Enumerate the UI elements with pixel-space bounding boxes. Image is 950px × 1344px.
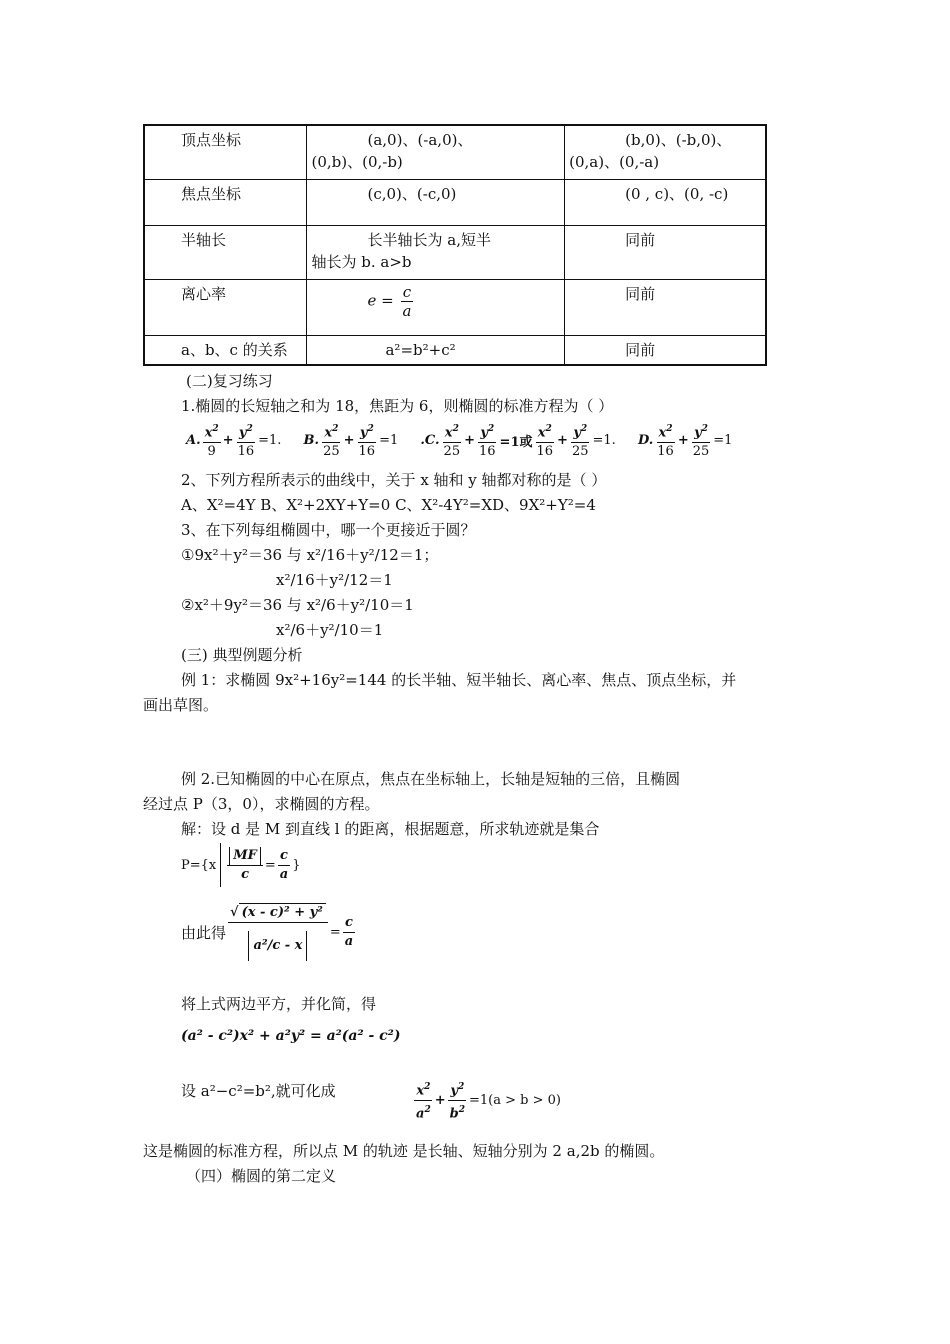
denominator: 16 [237, 444, 255, 460]
cell-text: (0 , c)、(0, -c) [625, 184, 729, 203]
derive-label: 由此得 [181, 923, 227, 942]
cell [565, 335, 766, 365]
var: y [359, 425, 368, 441]
example-2-line-1: 例 2.已知椭圆的中心在原点，焦点在坐标轴上，长轴是短轴的三倍，且椭圆 [181, 770, 681, 788]
cell-text: 同前 [625, 340, 656, 359]
denominator: 25 [692, 444, 710, 460]
numerator: $x^2$ [203, 420, 221, 443]
rhs: =1或 [499, 435, 533, 451]
option-tag: B. [303, 433, 320, 449]
section-heading: （四）椭圆的第二定义 [186, 1167, 337, 1185]
denominator: 9 [207, 444, 216, 460]
denominator: 16 [358, 444, 376, 460]
fraction [236, 420, 257, 461]
denominator: a [402, 301, 412, 320]
row-label: 半轴长 [144, 225, 307, 279]
mf-abs: MF [229, 847, 261, 865]
cell-text: 长半轴长为 a,短半 [367, 230, 491, 249]
numerator: $y^2$ [237, 420, 255, 443]
denominator: 16 [536, 444, 554, 460]
fraction [477, 420, 498, 461]
denominator: a [344, 933, 354, 949]
numerator: c [343, 914, 355, 933]
fraction [691, 420, 712, 461]
numerator: $y^2$ [478, 420, 496, 443]
cell-text: (b,0)、(-b,0)、 [625, 131, 732, 149]
denominator: c [241, 866, 250, 882]
cell [565, 225, 766, 279]
cell-text: (c,0)、(-c,0) [367, 184, 457, 203]
fraction [343, 914, 355, 951]
question-2-options: A、X²=4Y B、X²+2XY+Y=0 C、X²-4Y²=XD、9X²+Y²=4 [181, 496, 596, 514]
option-tag: D. [637, 433, 654, 449]
var: x [537, 425, 546, 441]
var: y [573, 425, 581, 441]
numerator: $x^2$ [322, 420, 340, 443]
option-c: .C. $\frac{x^2}{25}$ + $\frac{y^2}{16}$ =1或 $\frac{x^2}{16}$ + $\frac{y^2}{25}$ =1. [420, 420, 615, 461]
var: x [658, 425, 667, 441]
section-heading: (三) 典型例题分析 [181, 646, 303, 664]
conclusion: 这是椭圆的标准方程，所以点 M 的轨迹 是长轴、短轴分别为 2 a,2b 的椭圆。 [143, 1142, 665, 1160]
cell [307, 179, 565, 225]
rhs: =1 [379, 433, 399, 449]
ellipse-properties-table [143, 124, 767, 366]
numerator: $y^2$ [571, 420, 589, 443]
denominator: a [279, 866, 289, 882]
cell-text: a²=b²+c² [385, 340, 456, 359]
fraction [535, 420, 556, 461]
numerator: $x^2$ [414, 1078, 432, 1101]
var: y [238, 425, 247, 441]
cell-text: 轴长为 b. a>b [311, 252, 412, 271]
var: y [694, 425, 702, 441]
numerator: $x^2$ [657, 420, 675, 443]
numerator: $y^2$ [692, 420, 710, 443]
cell [565, 279, 766, 335]
numerator: $x^2$ [536, 420, 554, 443]
option-d: D. $\frac{x^2}{16}$ + $\frac{y^2}{25}$ =1 [638, 420, 733, 461]
row-label: a、b、c 的关系 [144, 335, 307, 365]
question-3: 3、在下列每组椭圆中，哪一个更接近于圆？ [181, 521, 476, 539]
set-separator [220, 843, 221, 887]
denominator: 25 [571, 444, 589, 460]
question-3-item-2-answer: x²/6＋y²/10＝1 [276, 621, 384, 639]
table-row [144, 225, 766, 279]
row-label: 焦点坐标 [144, 179, 307, 225]
option-b: B. $\frac{x^2}{25}$ + $\frac{y^2}{16}$ =1 [304, 420, 399, 461]
denominator: 16 [657, 444, 674, 460]
fraction [570, 420, 591, 461]
square-instruction: 将上式两边平方，并化简，得 [181, 995, 377, 1013]
solution-intro: 解：设 d 是 M 到直线 l 的距离，根据题意，所求轨迹就是集合 [181, 820, 600, 838]
numerator [227, 847, 263, 866]
standard-equation: $\frac{x^2}{a^2}$ + $\frac{y^2}{b^2}$ =1(a > b > 0) [412, 1078, 561, 1124]
example-1-line-1: 例 1：求椭圆 9x²+16y²=144 的长半轴、短半轴长、离心率、焦点、顶点坐标，并 [181, 671, 737, 689]
numerator: c [278, 847, 290, 866]
row-label: 离心率 [144, 279, 307, 335]
cell-text: (a,0)、(-a,0)、 [367, 131, 473, 149]
rhs: =1. [258, 433, 282, 449]
denominator: $b^2$ [449, 1105, 465, 1122]
set-expression: P={x $\frac{MF}{c}$ = $\frac{c}{a}$ } [181, 843, 301, 887]
question-1-options [186, 420, 732, 461]
example-2-line-2: 经过点 P（3，0），求椭圆的方程。 [143, 795, 380, 813]
cell-text: (0,b)、(0,-b) [311, 153, 403, 171]
cell [307, 225, 565, 279]
denominator: 25 [323, 444, 340, 460]
set-prefix: P={x [181, 857, 217, 873]
numerator: $y^2$ [448, 1078, 466, 1101]
substitution-text: 设 a²−c²=b²,就可化成 [181, 1082, 336, 1100]
question-3-item-1: ①9x²＋y²＝36 与 x²/16＋y²/12＝1； [181, 546, 439, 564]
cell [307, 279, 565, 335]
denominator: $a^2$ [416, 1105, 431, 1122]
table-row [144, 179, 766, 225]
rhs: =1. [592, 433, 616, 449]
var: x [204, 425, 213, 441]
var: x [324, 425, 333, 441]
option-tag: A. [186, 433, 201, 449]
table-row [144, 335, 766, 365]
fraction [655, 420, 676, 461]
table-row [144, 279, 766, 335]
fraction [228, 903, 328, 961]
option-tag: .C. [420, 433, 440, 449]
result-equation: (a² - c²)x² + a²y² = a²(a² - c²) [181, 1028, 401, 1044]
rhs: =1(a > b > 0) [468, 1093, 561, 1109]
derivation: 由此得 $\frac{\text{√ (x - c)² + y²}}{\text{a²/c - x}}$ = $\frac{c}{a}$ [181, 903, 357, 961]
abs-body: a²/c - x [248, 931, 307, 961]
cell [565, 179, 766, 225]
var: y [480, 425, 488, 441]
cell [307, 335, 565, 365]
example-1-line-2: 画出草图。 [143, 696, 219, 714]
fraction [321, 420, 342, 461]
eccentricity-fraction [400, 283, 413, 320]
row-label: 顶点坐标 [144, 125, 307, 179]
fraction [227, 847, 263, 884]
eccentricity-lhs: e = [367, 291, 394, 309]
question-3-item-2: ②x²＋9y²＝36 与 x²/6＋y²/10＝1 [181, 596, 414, 614]
fraction [442, 420, 463, 461]
fraction [278, 847, 290, 884]
fraction [357, 420, 378, 461]
numerator: c [402, 282, 412, 301]
sqrt-body: (x - c)² + y² [239, 903, 326, 922]
section-heading: (二)复习练习 [186, 372, 273, 390]
fraction [414, 1078, 433, 1124]
rhs: =1 [713, 433, 733, 449]
set-suffix: } [292, 857, 301, 873]
denominator: 25 [443, 444, 461, 460]
fraction [203, 420, 221, 461]
numerator: $y^2$ [358, 420, 376, 443]
fraction [448, 1078, 467, 1124]
option-a: A. $\frac{x^2}{9}$ + $\frac{y^2}{16}$ =1. [186, 420, 281, 461]
numerator: √ (x - c)² + y² [228, 903, 328, 923]
cell-text: 同前 [625, 284, 656, 303]
cell [565, 125, 766, 179]
question-2: 2、下列方程所表示的曲线中，关于 x 轴和 y 轴都对称的是（ ） [181, 471, 607, 489]
cell [307, 125, 565, 179]
cell-text: (0,a)、(0,-a) [569, 153, 660, 171]
denominator: 16 [479, 444, 496, 460]
numerator: $x^2$ [443, 420, 461, 443]
question-3-item-1-answer: x²/16＋y²/12＝1 [276, 571, 393, 589]
cell-text: 同前 [625, 230, 656, 249]
question-1: 1.椭圆的长短轴之和为 18，焦距为 6，则椭圆的标准方程为（ ） [181, 397, 614, 415]
denominator [246, 923, 309, 961]
table-row [144, 125, 766, 179]
var: x [444, 425, 453, 441]
